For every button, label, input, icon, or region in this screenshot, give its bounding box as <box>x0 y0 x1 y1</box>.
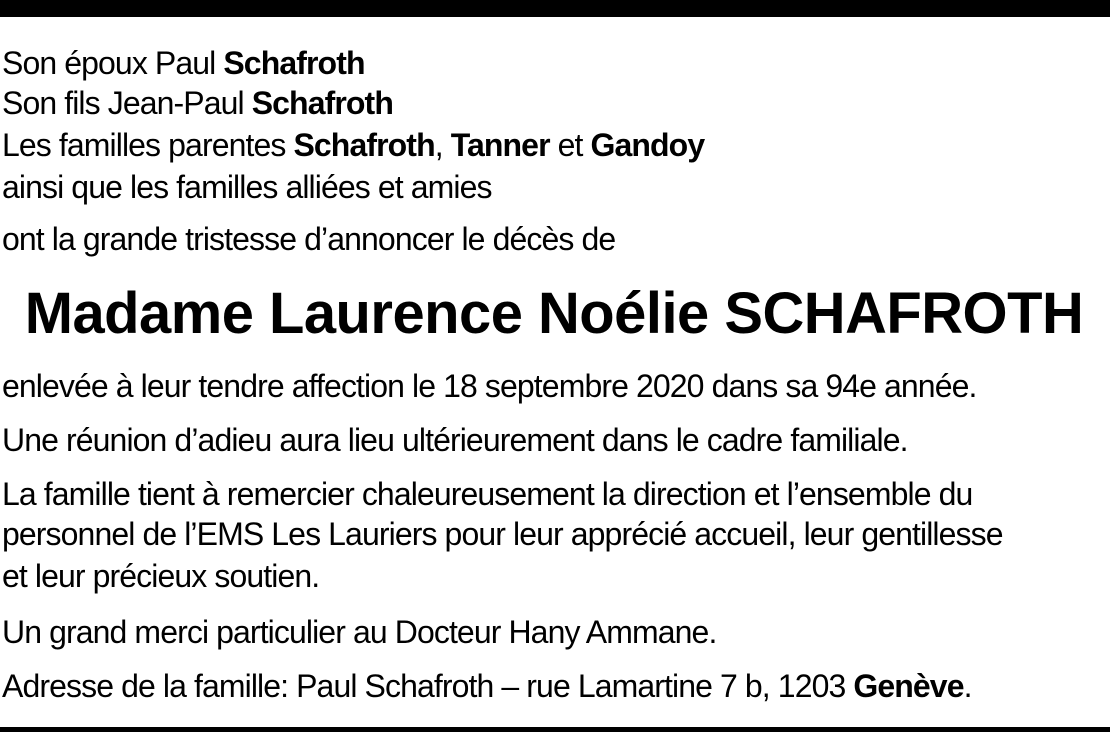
family-address-line <box>2 667 972 705</box>
ceremony-line: Une réunion d’adieu aura lieu ultérieurement dans le cadre familiale. <box>2 422 908 458</box>
thanks-line-3: et leur précieux soutien. <box>2 558 320 594</box>
address-period: . <box>963 668 972 704</box>
doctor-thanks-line: Un grand merci particulier au Docteur Hany Ammane. <box>2 614 717 650</box>
son-prefix: Son fils Jean-Paul <box>2 85 252 121</box>
allied-families-line: ainsi que les familles alliées et amies <box>2 169 492 205</box>
announcement-line: ont la grande tristesse d’annoncer le décès de <box>2 221 616 257</box>
relatives-surname-1: Schafroth <box>293 127 435 163</box>
spouse-surname: Schafroth <box>223 45 365 81</box>
relatives-sep-2: et <box>549 127 591 163</box>
relatives-sep-1: , <box>434 127 451 163</box>
thanks-line-1: La famille tient à remercier chaleureusement la direction et l’ensemble du <box>2 476 973 512</box>
address-text: Adresse de la famille: Paul Schafroth – rue Lamartine 7 b, 1203 <box>2 668 854 704</box>
bottom-rule <box>0 727 1110 732</box>
relatives-surname-2: Tanner <box>450 127 550 163</box>
thanks-line-2: personnel de l’EMS Les Lauriers pour leur apprécié accueil, leur gentillesse <box>2 516 1003 552</box>
relatives-prefix: Les familles parentes <box>2 127 294 163</box>
passing-line: enlevée à leur tendre affection le 18 septembre 2020 dans sa 94e année. <box>2 368 977 404</box>
relatives-surname-3: Gandoy <box>590 127 705 163</box>
spouse-prefix: Son époux Paul <box>2 45 224 81</box>
relatives-line <box>2 126 704 164</box>
son-surname: Schafroth <box>251 85 393 121</box>
son-line <box>2 84 393 122</box>
spouse-line <box>2 44 365 82</box>
top-rule <box>0 0 1110 17</box>
deceased-name: Madame Laurence Noélie SCHAFROTH <box>24 281 1084 346</box>
address-city: Genève <box>853 668 964 704</box>
